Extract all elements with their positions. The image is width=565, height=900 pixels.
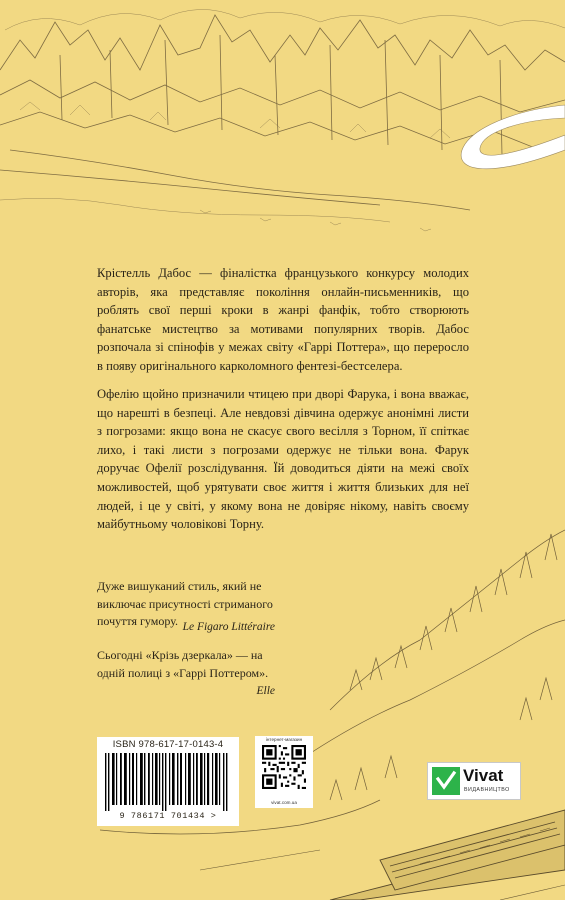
publisher-subtitle: ВИДАВНИЦТВО [464, 787, 510, 793]
qr-top-label: інтернет-магазин [265, 737, 303, 742]
review-source: Le Figaro Littéraire [182, 621, 275, 633]
qr-code-block[interactable] [255, 736, 313, 808]
isbn-barcode [97, 737, 239, 826]
review-source: Elle [256, 685, 275, 697]
review-quote: Сьогодні «Крізь дзеркала» — на одній полиці з «Гаррі Поттером». [97, 648, 269, 680]
publisher-name: Vivat [463, 766, 504, 785]
author-bio-paragraph: Крістелль Дабос — фіналістка французького конкурсу молодих авторів, яка представляє покоління онлайн-письменників, що роблять свої перші кроки в жанрі фанфік, тобто створюють фанатське мистецтво за мотивами популярних творів. Дабос розпочала зі спінофів у межах світу «Гаррі Поттера», що переросло в появу оригінального карколомного фентезі-бестселера. [97, 266, 469, 373]
barcode-bars [103, 753, 233, 811]
qr-code-icon [262, 745, 306, 789]
isbn-label: ISBN 978-617-17-0143-4 [112, 739, 224, 750]
plot-summary-paragraph: Офелію щойно призначили чтицею при дворі Фарука, і вона вважає, що нарешті в безпеці. Але невдовзі дівчина одержує анонімні листи з погрозами: якщо вона не скасує свого весілля з Торном, її спіткає лихо, і такі листи з погрозами одержує не тільки вона. Фарук доручає Офелії розслідування. Їй доводиться діяти на межі своїх можливостей, щоб урятувати своє життя і життя близьких для неї людей, і це у світі, у якому вона не довіряє нікому, навіть своєму майбутньому чоловікові Торну. [97, 387, 469, 532]
publisher-logo [427, 762, 521, 800]
qr-bottom-label: vivat.com.ua [271, 800, 297, 805]
vivat-logo-icon [432, 767, 460, 795]
ean-digits: 9 786171 701434 > [119, 811, 217, 821]
review-quote: Дуже вишуканий стиль, який не виключає присутності стриманого почуття гумору. [97, 579, 273, 628]
